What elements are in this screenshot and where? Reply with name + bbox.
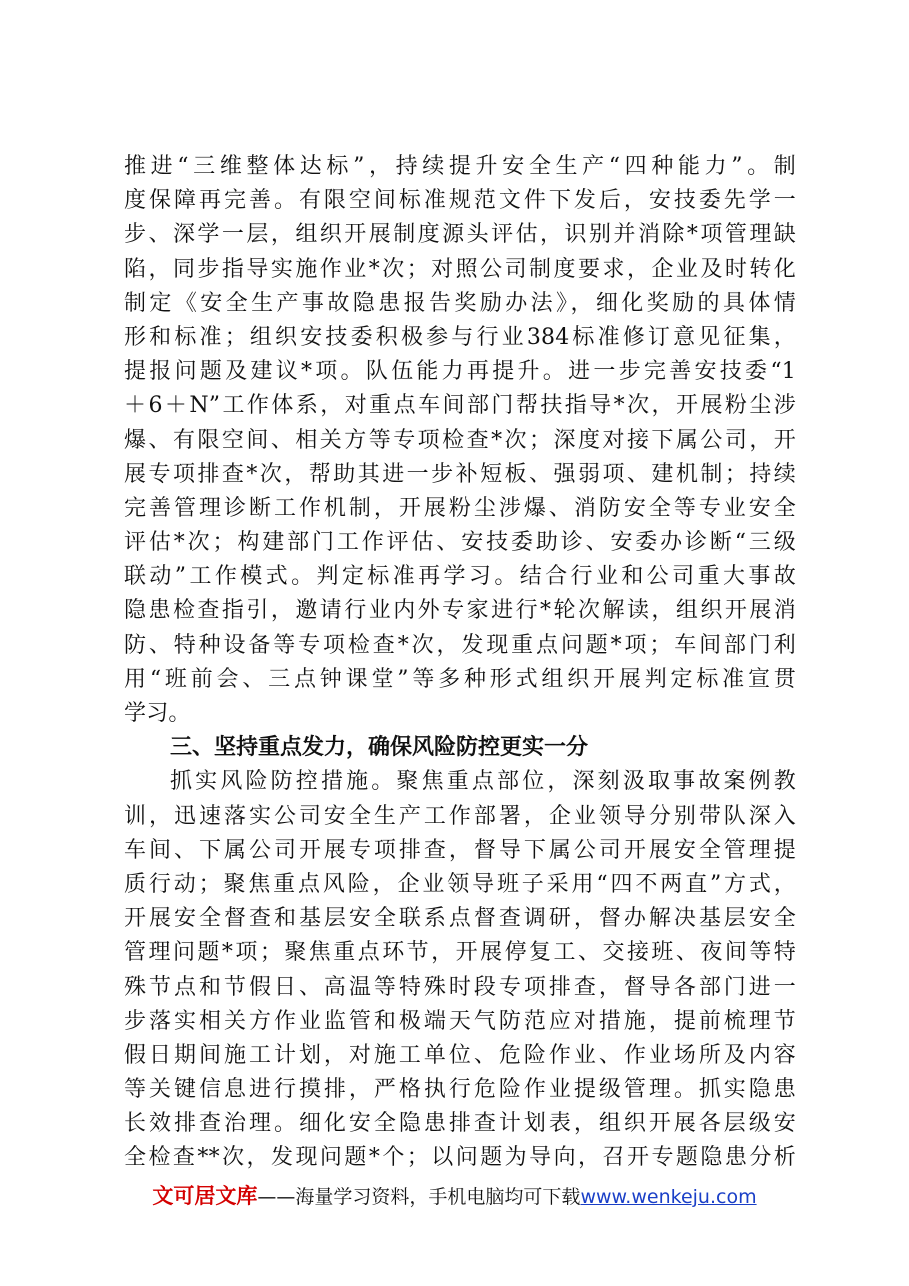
text-line: 等关键信息进行摸排，严格执行危险作业提级管理。抓实隐患 — [124, 1077, 796, 1103]
document-body — [124, 150, 796, 1176]
text-line: 提报问题及建议*项。队伍能力再提升。进一步完善安技委“1 — [124, 359, 796, 385]
section-heading: 三、坚持重点发力，确保风险防控更实一分 — [170, 735, 589, 761]
text-line: 推进“三维整体达标”，持续提升安全生产“四种能力”。制 — [124, 154, 796, 179]
text-line: 评估*次；构建部门工作评估、安技委助诊、安委办诊断“三级 — [124, 530, 796, 556]
text-line: 完善管理诊断工作机制，开展粉尘涉爆、消防安全等专业安全 — [124, 495, 796, 521]
text-line: 长效排查治理。细化安全隐患排查计划表，组织开展各层级安 — [124, 1111, 796, 1137]
text-line: 形和标准；组织安技委积极参与行业384标准修订意见征集， — [124, 324, 796, 350]
text-line: 训，迅速落实公司安全生产工作部署，企业领导分别带队深入 — [124, 803, 796, 829]
text-line: 殊节点和节假日、高温等特殊时段专项排查，督导各部门进一 — [124, 974, 796, 1000]
text-line: 质行动；聚焦重点风险，企业领导班子采用“四不两直”方式， — [124, 871, 796, 897]
text-line: 开展安全督查和基层安全联系点督查调研，督办解决基层安全 — [124, 906, 796, 932]
text-line: 爆、有限空间、相关方等专项检查*次；深度对接下属公司，开 — [124, 427, 796, 453]
text-line: 防、特种设备等专项检查*次，发现重点问题*项；车间部门利 — [124, 632, 796, 658]
page-footer — [0, 1180, 909, 1210]
text-line: 步落实相关方作业监管和极端天气防范应对措施，提前梳理节 — [124, 1008, 796, 1034]
footer-link[interactable]: www.wenkeju.com — [580, 1186, 757, 1208]
text-line: 用“班前会、三点钟课堂”等多种形式组织开展判定标准宣贯 — [124, 666, 796, 692]
text-line: 隐患检查指引，邀请行业内外专家进行*轮次解读，组织开展消 — [124, 598, 796, 624]
footer-brand: 文可居文库 — [152, 1184, 258, 1208]
text-line: 抓实风险防控措施。聚焦重点部位，深刻汲取事故案例教 — [170, 769, 796, 795]
text-line: 步、深学一层，组织开展制度源头评估，识别并消除*项管理缺 — [124, 222, 796, 248]
paragraph-1 — [124, 150, 796, 731]
text-line: 假日期间施工计划，对施工单位、危险作业、作业场所及内容 — [124, 1042, 796, 1068]
text-line: 展专项排查*次，帮助其进一步补短板、强弱项、建机制；持续 — [124, 461, 796, 487]
paragraph-2 — [124, 765, 796, 1175]
footer-tagline: ——海量学习资料，手机电脑均可下载 — [257, 1186, 581, 1208]
text-line: 联动”工作模式。判定标准再学习。结合行业和公司重大事故 — [124, 564, 796, 590]
text-line: 陷，同步指导实施作业*次；对照公司制度要求，企业及时转化 — [124, 256, 796, 282]
text-line: 管理问题*项；聚焦重点环节，开展停复工、交接班、夜间等特 — [124, 940, 796, 966]
text-line: ＋6＋N”工作体系，对重点车间部门帮扶指导*次，开展粉尘涉 — [124, 393, 796, 419]
text-line: 度保障再完善。有限空间标准规范文件下发后，安技委先学一 — [124, 188, 796, 214]
text-line: 制定《安全生产事故隐患报告奖励办法》，细化奖励的具体情 — [124, 290, 796, 316]
text-line: 学习。 — [124, 701, 191, 726]
text-line: 车间、下属公司开展专项排查，督导下属公司开展安全管理提 — [124, 837, 796, 863]
text-line: 全检查**次，发现问题*个；以问题为导向，召开专题隐患分析 — [124, 1145, 796, 1171]
